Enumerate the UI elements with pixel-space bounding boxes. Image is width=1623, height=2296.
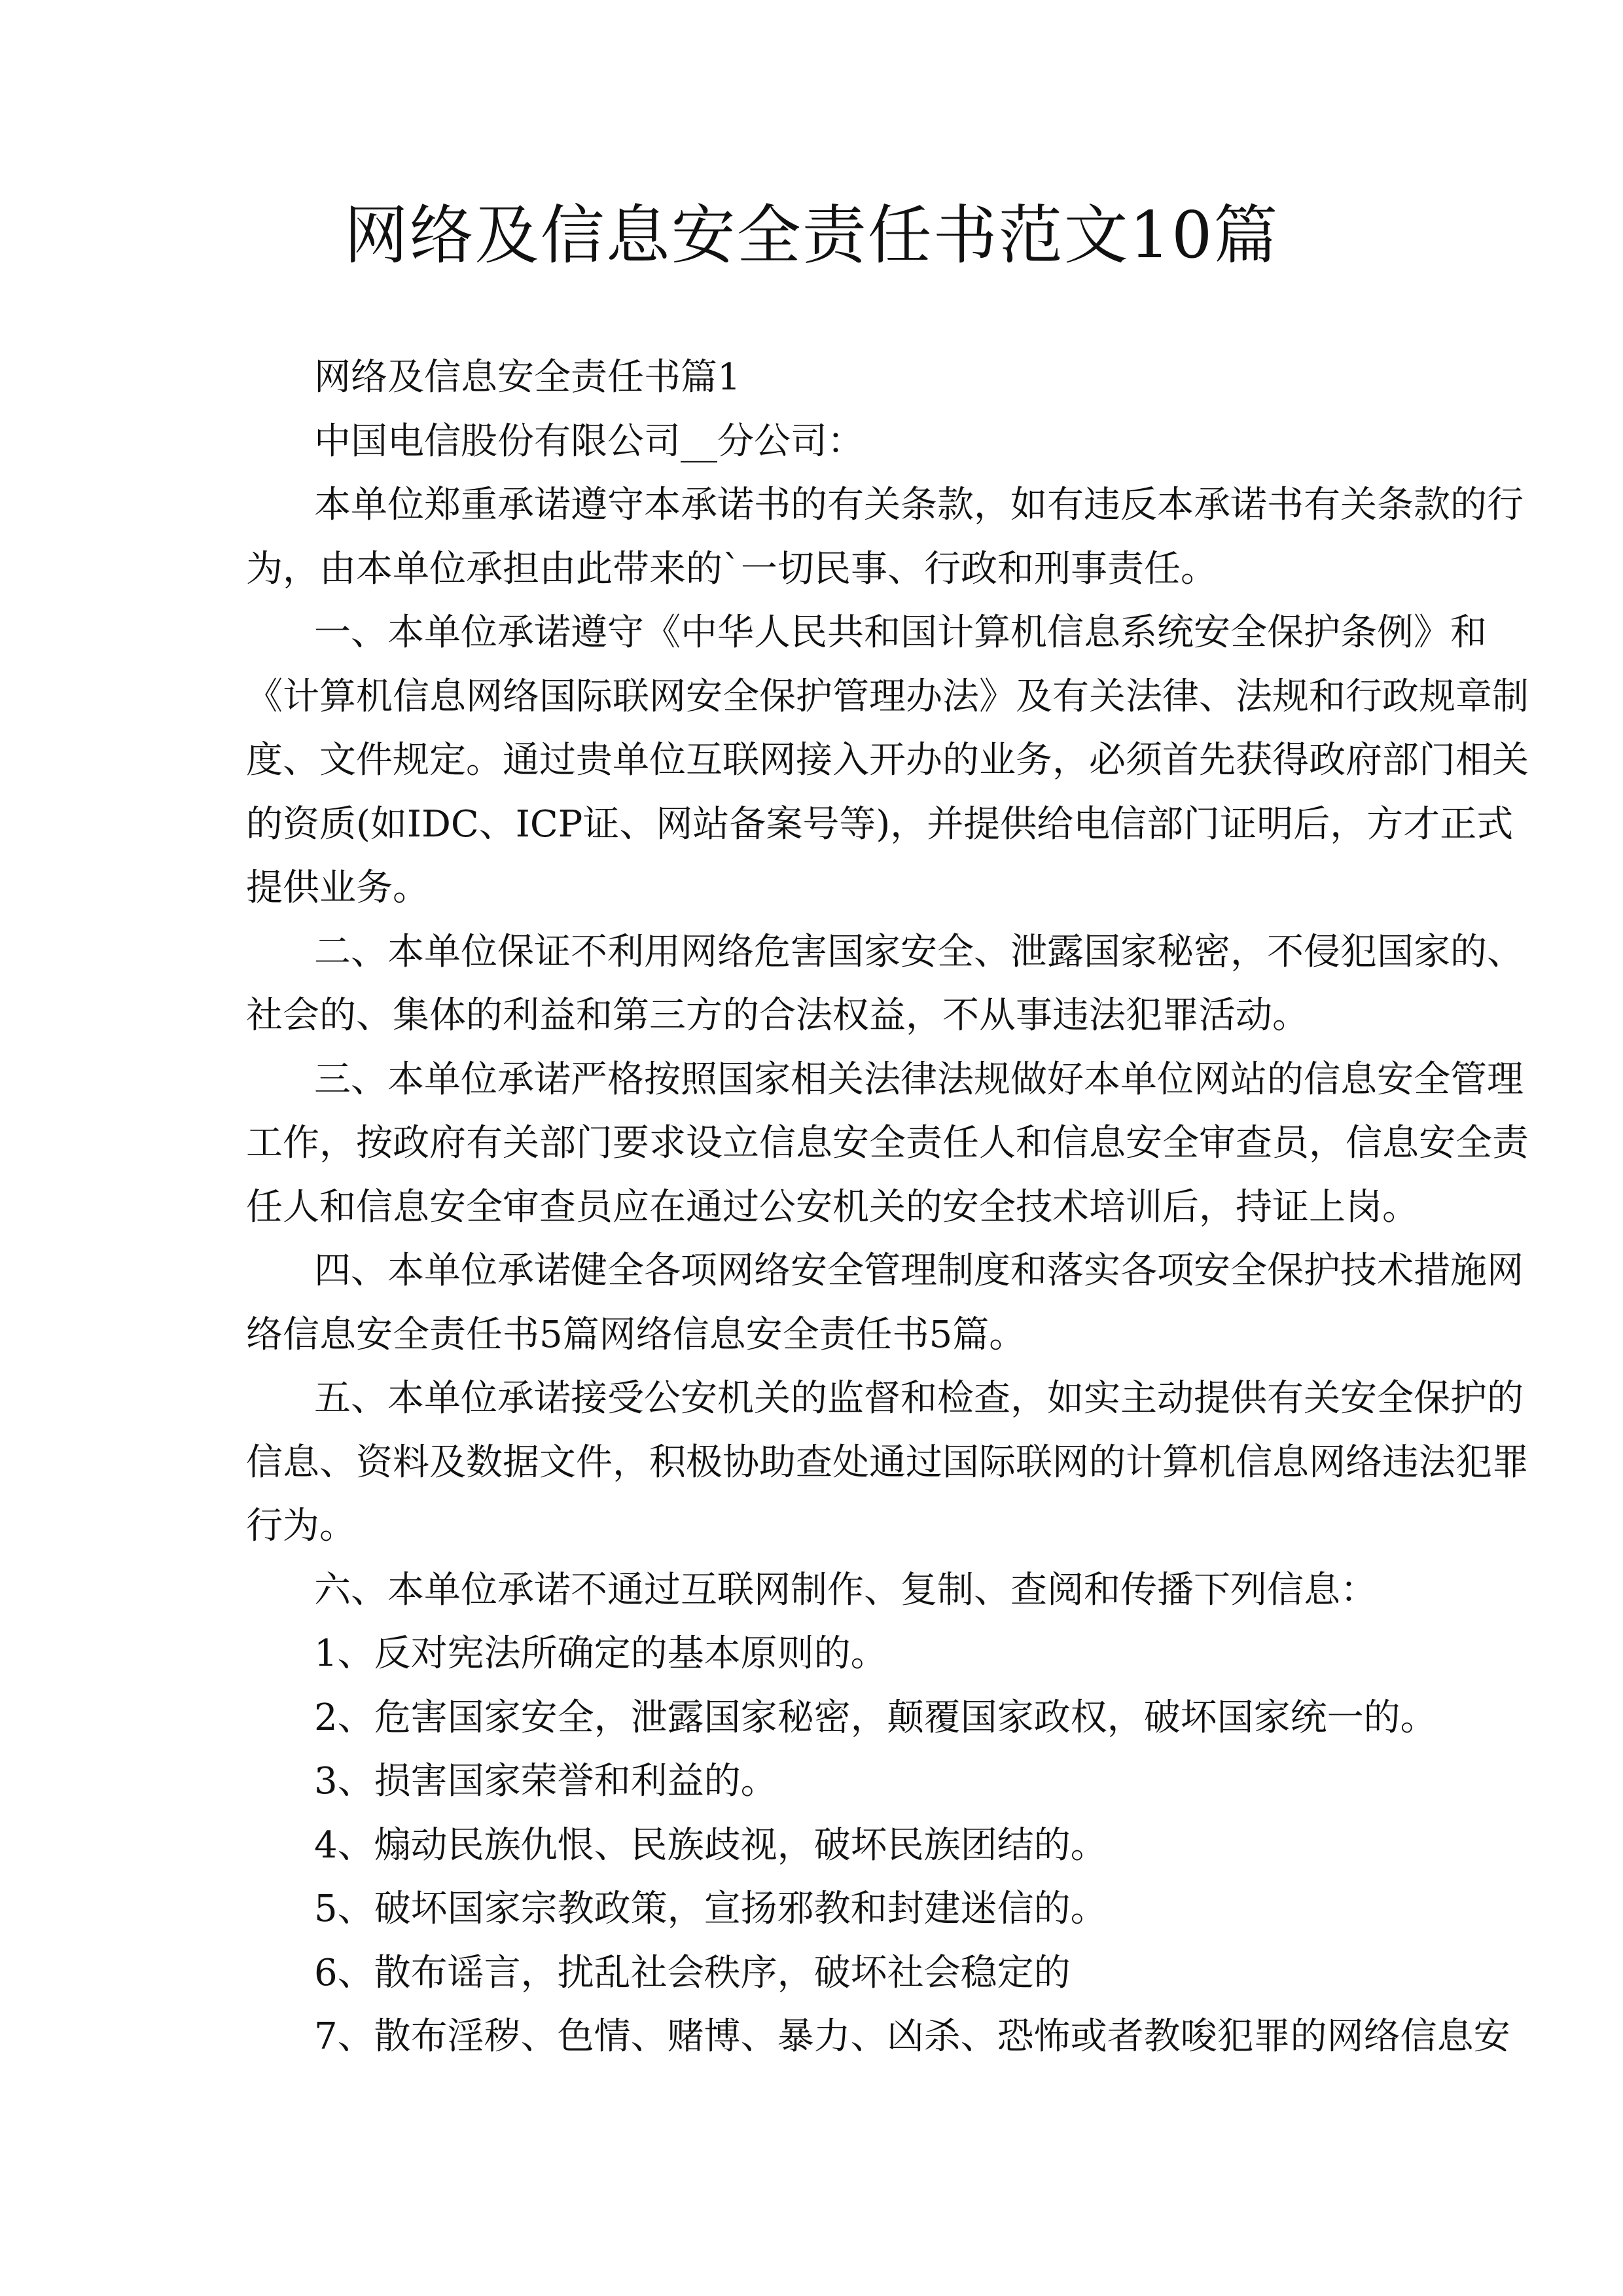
paragraph-line: 三、本单位承诺严格按照国家相关法律法规做好本单位网站的信息安全管理 [314, 1058, 1524, 1101]
paragraph-line: 6、散布谣言，扰乱社会秩序，破坏社会稳定的 [314, 1951, 1071, 1994]
paragraph-line: 中国电信股份有限公司__分公司： [314, 420, 864, 463]
paragraph-line: 3、损害国家荣誉和利益的。 [314, 1760, 777, 1803]
document-title: 网络及信息安全责任书范文10篇 [344, 198, 1279, 273]
paragraph [246, 346, 1378, 410]
paragraph-line: 六、本单位承诺不通过互联网制作、复制、查阅和传播下列信息： [314, 1568, 1377, 1611]
paragraph-line: 7、散布淫秽、色情、赌博、暴力、凶杀、恐怖或者教唆犯罪的网络信息安 [314, 2015, 1510, 2058]
paragraph [246, 1877, 1378, 1941]
paragraph [246, 601, 1529, 920]
document-body [246, 346, 1529, 2069]
paragraph [246, 1367, 1529, 1558]
paragraph [246, 1814, 1378, 1878]
paragraph-line: 4、煽动民族仇恨、民族歧视，破坏民族团结的。 [314, 1823, 1107, 1867]
paragraph-line: 五、本单位承诺接受公安机关的监督和检查，如实主动提供有关安全保护的 [314, 1377, 1524, 1420]
paragraph [246, 1048, 1529, 1240]
paragraph [246, 1622, 1378, 1686]
paragraph-line: 本单位郑重承诺遵守本承诺书的有关条款，如有违反本承诺书有关条款的行 [314, 484, 1524, 526]
paragraph-line: 为，由本单位承担由此带来的`一切民事、行政和刑事责任。 [246, 547, 1217, 590]
paragraph [246, 2005, 1510, 2069]
paragraph-line: 网络及信息安全责任书篇1 [314, 356, 741, 399]
paragraph [246, 1749, 1378, 1814]
paragraph-line: 2、危害国家安全，泄露国家秘密，颠覆国家政权，破坏国家统一的。 [314, 1696, 1437, 1739]
paragraph-line: 度、文件规定。通过贵单位互联网接入开办的业务，必须首先获得政府部门相关 [246, 739, 1529, 781]
paragraph [246, 1941, 1378, 2005]
paragraph-line: 一、本单位承诺遵守《中华人民共和国计算机信息系统安全保护条例》和 [314, 611, 1487, 654]
paragraph-line: 信息、资料及数据文件，积极协助查处通过国际联网的计算机信息网络违法犯罪 [246, 1441, 1529, 1484]
paragraph-line: 社会的、集体的利益和第三方的合法权益，不从事违法犯罪活动。 [246, 994, 1309, 1037]
paragraph-line: 工作，按政府有关部门要求设立信息安全责任人和信息安全审查员，信息安全责 [246, 1122, 1529, 1164]
paragraph [246, 920, 1524, 1048]
paragraph [246, 1686, 1437, 1750]
paragraph-line: 行为。 [246, 1505, 356, 1547]
paragraph-line: 四、本单位承诺健全各项网络安全管理制度和落实各项安全保护技术措施网 [314, 1249, 1524, 1292]
paragraph-line: 5、破坏国家宗教政策，宣扬邪教和封建迷信的。 [314, 1888, 1107, 1930]
paragraph [246, 473, 1524, 601]
paragraph-line: 二、本单位保证不利用网络危害国家安全、泄露国家秘密，不侵犯国家的、 [314, 930, 1524, 973]
paragraph-line: 的资质(如IDC、ICP证、网站备案号等)，并提供给电信部门证明后，方才正式 [246, 802, 1514, 846]
paragraph-line: 络信息安全责任书5篇网络信息安全责任书5篇。 [246, 1313, 1026, 1356]
paragraph [246, 410, 1378, 474]
paragraph [246, 1239, 1524, 1367]
paragraph [246, 1558, 1378, 1623]
paragraph-line: 《计算机信息网络国际联网安全保护管理办法》及有关法律、法规和行政规章制 [246, 675, 1529, 718]
paragraph-line: 提供业务。 [246, 867, 429, 909]
paragraph-line: 任人和信息安全审查员应在通过公安机关的安全技术培训后，持证上岗。 [246, 1185, 1419, 1229]
paragraph-line: 1、反对宪法所确定的基本原则的。 [314, 1632, 887, 1675]
